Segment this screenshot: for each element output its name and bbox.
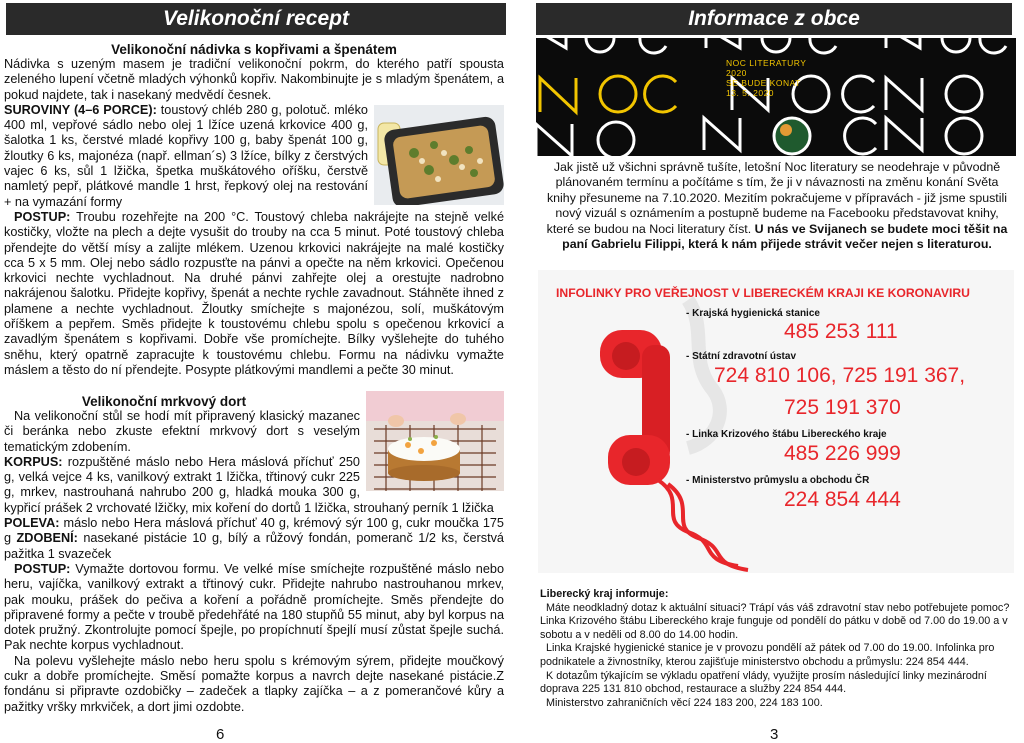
hotline-number: 724 810 106, 725 191 367, — [714, 364, 966, 387]
section-header: Informace z obce — [536, 3, 1012, 35]
recipe-intro: Na velikonoční stůl se hodí mít připravený klasický mazanec či beránka nebo zkuste efektní mrkvový dort s veselým tematickým zdobením. — [4, 409, 360, 454]
section-header: Velikonoční recept — [6, 3, 506, 35]
info-title: Liberecký kraj informuje: — [540, 588, 669, 600]
recipe-stuffing — [4, 42, 504, 378]
info-paragraph: Linka Krajské hygienické stanice je v provozu pondělí až pátek od 7.00 do 19.00. Infolinka pro podnikatele a živnostníky, kterou zajišťuje ministerstvo obchodu a průmyslu: 224 854 444. — [540, 642, 995, 668]
carrot-cake-image — [366, 391, 504, 491]
page-number: 6 — [216, 726, 225, 743]
region-info — [540, 588, 1014, 710]
procedure: POSTUP: Troubu rozehřejte na 200 °C. Toustový chleba nakrájejte na stejně velké kostičky, vložte na plech a dejte vysušit do trouby na cca 5 minut. Poté toustový chleba přendejte do větší mísy a zalijte mlékem. Uzenou krkovici nakrájejte na malé kostičky cca 5 x 5 mm. Olej nebo sádlo rozpusťte na pánvi a opečte na něm krkovici. Opečenou krkovici nechte vychladnout. Na druhé pánvi zahřejte olej a orestujte nadrobno nakrájenou šalotku. Přidejte kopřivy, špenát a nechte rychle zavadnout. Stáhněte ihned z plamene a nechte vychladnout. Žloutky smíchejte s majonézou, solí, muškátovým oříškem a pepřem. Směs přidejte k toustovému chlebu spolu s opečenou krkovicí a zavadlým špenátem s kopřivami. Dobře vše promíchejte. Bílky vyšlehejte do tuhého sněhu, který opatrně zapracujte k toustovému chlebu. Formu na nádivku vymažte máslem a těsto do ní přendejte. Posypte plátkovými mandlemi a pečte 30 minut. — [4, 209, 505, 377]
hotline-item: - Ministerstvo průmyslu a obchodu ČR — [686, 475, 870, 486]
hotline-title: INFOLINKY PRO VEŘEJNOST V LIBERECKÉM KRAJI KE KORONAVIRU — [556, 286, 970, 300]
page-right — [526, 0, 1024, 743]
info-paragraph: Ministerstvo zahraničních věcí 224 183 200, 224 183 100. — [546, 696, 823, 709]
recipe-title: Velikonoční nádivka s kopřivami a špenátem — [111, 42, 397, 57]
procedure: POSTUP: Vymažte dortovou formu. Ve velké míse smíchejte rozpuštěné máslo nebo heru, vajíčka, vanilkový extrakt a třtinový cukr. Přidejte nahrubo nastrouhanou mrkev, pak mouku, prášek do pečiva a koření a pořádně promíchejte. Směs přendejte do připravené formy a pečte v troubě předehřáté na 180 stupňů 55 minut, aby byl korpus na dotek pružný. Zkontrolujte pomocí špejle, po propíchnutí špejlí musí zůstat špejle suchá. Pak nechte korpus vychladnout. — [4, 561, 504, 653]
hotline-number: 485 253 111 — [784, 320, 898, 343]
recipe-carrot-cake — [4, 394, 504, 715]
hotline-item: - Státní zdravotní ústav — [686, 351, 797, 362]
stuffing-dish-image — [374, 105, 504, 205]
recipe-title: Velikonoční mrkvový dort — [81, 394, 247, 409]
noc-literatury-poster — [536, 38, 1016, 156]
ingredients: SUROVINY (4–6 PORCE): toustový chléb 280 g, polotuč. mléko 400 ml, vepřové sádlo nebo olej 1 lžíce uzená krkovice 400 g, šalotka 1 ks, čerstvé mladé kopřivy 100 g, baby špenát 100 g, žloutky 6 ks, majonéza (např. ellman´s) 3 lžíce, bílky z čerstvých vajec 6 ks, sůl 1 lžička, špetka muškátového oříšku, čerstvě namletý pepř, plátkové mandle 1 hrst, řepkový olej na restování + na vymazání formy — [4, 102, 368, 209]
page-number: 3 — [770, 726, 779, 743]
cake-glaze: POLEVA: máslo nebo Hera máslová příchuť 40 g, krémový sýr 100 g, cukr moučka 175 g ZDOBENÍ: nasekané pistácie 10 g, bílý a růžový fondán, pomeranč 1/2 ks, čerstvá pažitka 1 svazeček — [4, 516, 504, 561]
cake-body: KORPUS: rozpuštěné máslo nebo Hera máslová příchuť 250 g, velká vejce 4 ks, vanilkový extrakt 1 lžička, třtinový cukr 225 g, mrkev, nastrouhaná nahrubo 200 g, hladká mouka 300 g, kypřicí prášek 2 vrchovaté lžičky, mix koření do dortů 1 lžička, strouhaný perník 1 lžička — [4, 454, 494, 515]
cake-closing: Na polevu vyšlehejte máslo nebo heru spolu s krémovým sýrem, přidejte moučkový cukr a dobře promíchejte. Směsí pomažte korpus a navrch dejte nasekané pistácie.Z fondánu si připravte ozdobičky – zadeček a tlapky zajíčka – a z pomerančové kůry a pažitky vršky mrkviček, a dort jimi ozdobte. — [4, 653, 504, 714]
hotline-number: 725 191 370 — [784, 396, 901, 419]
info-paragraph: Máte neodkladný dotaz k aktuální situaci? Trápí vás váš zdravotní stav nebo potřebujete pomoc? Linka Krizového štábu Libereckého kraje funguje od pondělí do pátku v době od 7.00 do 19.00 a v sobotu a v neděli od 8.00 do 14.00 hodin. — [540, 601, 1010, 641]
hotline-item: - Krajská hygienická stanice — [686, 308, 820, 319]
hotline-number: 485 226 999 — [784, 442, 901, 465]
recipe-intro: Nádivka s uzeným masem je tradiční velikonoční pokrm, do kterého patří spousta zeleného lupení včetně mladých výhonků kopřiv. Nakombinujte je s mladým špenátem, a pokud najdete, tak i nasekaný medvědí česnek. — [4, 57, 504, 102]
info-paragraph: K dotazům týkajícím se výkladu opatření vlády, využijte prosím následující linky mezinárodní doprava 225 131 810 obchod, restaurace a služby 224 854 444. — [540, 669, 987, 696]
hotline-poster — [538, 270, 1014, 573]
hotline-number: 224 854 444 — [784, 488, 901, 511]
hotline-item: - Linka Krizového štábu Libereckého kraje — [686, 429, 887, 440]
article: Jak jistě už všichni správně tušíte, letošní Noc literatury se neodehraje v původně plánovaném termínu a počítáme s tím, že ji v návaznosti na změnu konání Světa knihy přesuneme na 7.10.2020. Mezitím pokračujeme v přípravách - již jsme spustili nový vizuál s oznámením a postupně budeme na Facebooku představovat knihy, které se budou na Noci literatury číst. U nás ve Svijanech se budete moci těšit na paní Gabrielu Filippi, která k nám přijede strávit večer nejen s literaturou. — [546, 160, 1008, 252]
noc-announcement: NOC LITERATURY 2020 SE BUDE KONAT 13. 5. 2020 — [726, 58, 807, 98]
